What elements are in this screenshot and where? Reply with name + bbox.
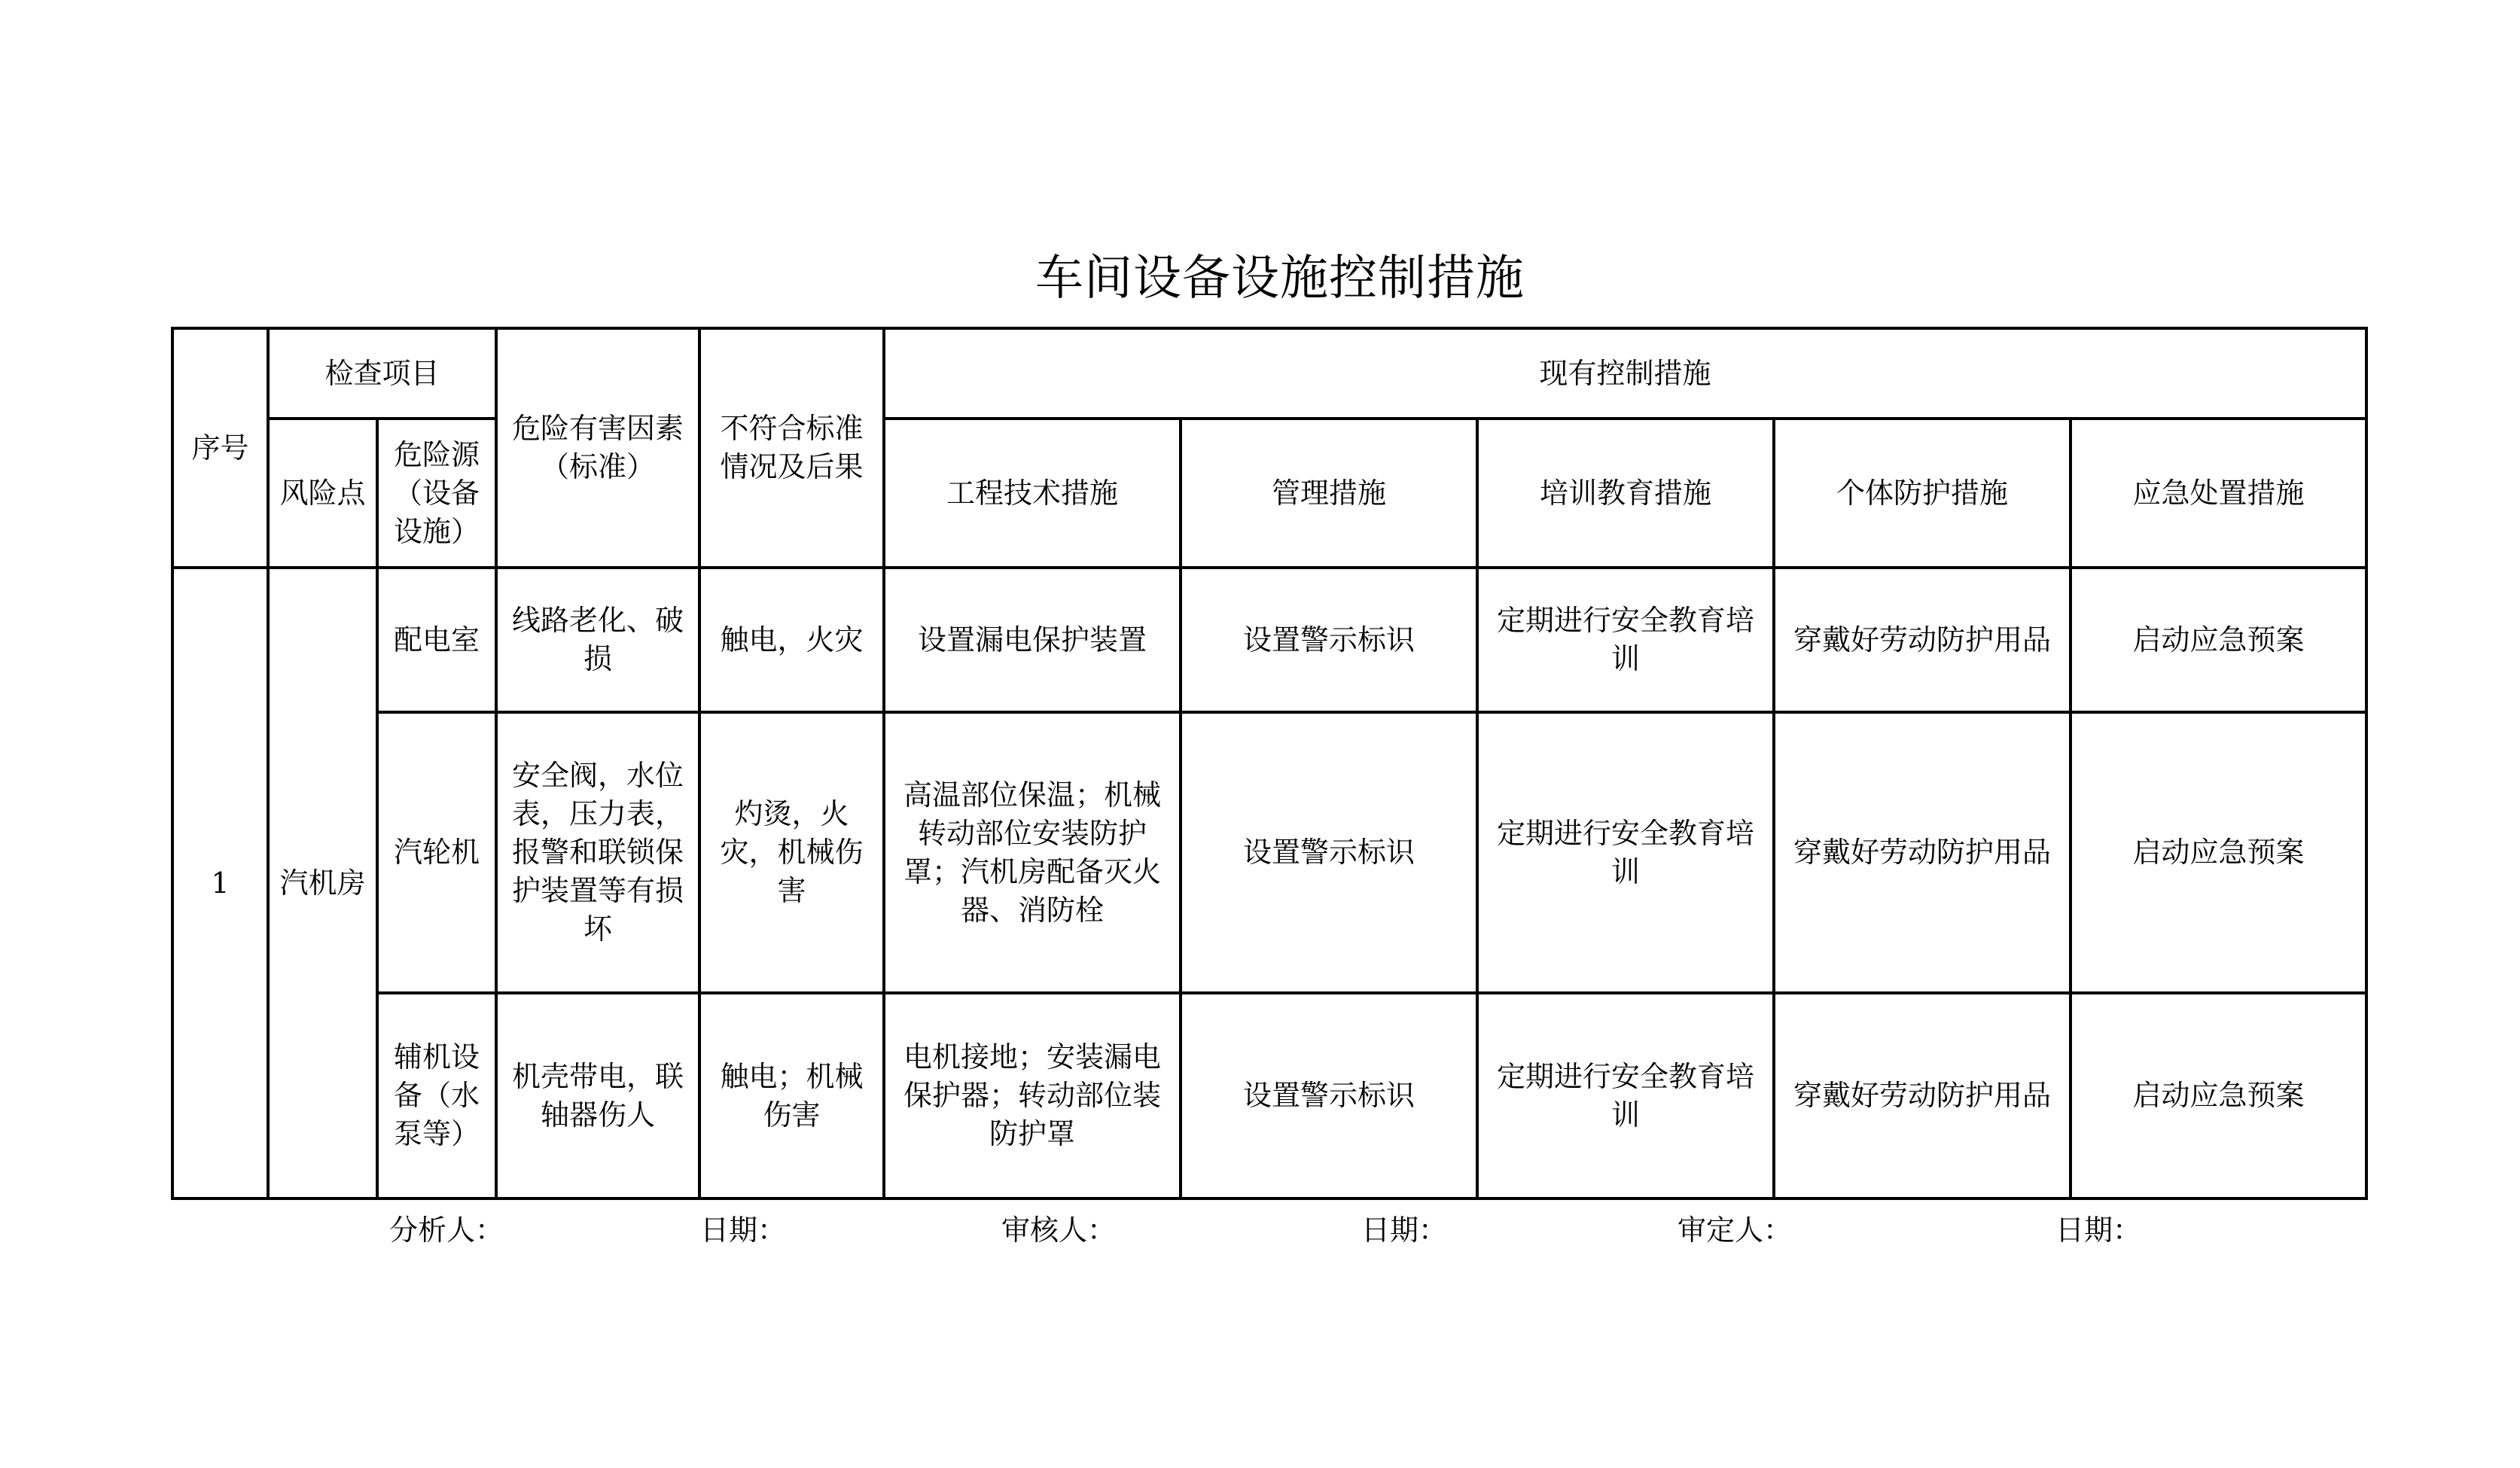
- row-hazard-source: 辅机设备（水泵等）: [377, 993, 496, 1198]
- header-row-1: [172, 328, 2366, 419]
- control-measures-table: [171, 327, 2368, 1200]
- header-engineering: 工程技术措施: [884, 419, 1181, 568]
- date-label: 日期：: [1361, 1214, 1448, 1247]
- date-label: 日期：: [2055, 1214, 2142, 1247]
- header-existing-measures: 现有控制措施: [884, 328, 2366, 419]
- row-hazard-factor: 机壳带电，联轴器伤人: [496, 993, 699, 1198]
- row-ppe: 穿戴好劳动防护用品: [1774, 993, 2071, 1198]
- approver-label: 审定人：: [1677, 1214, 1793, 1247]
- row-ppe: 穿戴好劳动防护用品: [1774, 712, 2071, 993]
- row-ppe: 穿戴好劳动防护用品: [1774, 568, 2071, 712]
- table-row: [172, 993, 2366, 1198]
- row-risk-point: 汽机房: [268, 568, 377, 1198]
- table-row: [172, 568, 2366, 712]
- header-check-items: 检查项目: [268, 328, 496, 419]
- row-engineering: 设置漏电保护装置: [884, 568, 1181, 712]
- row-nonconformity: 灼烫，火灾，机械伤害: [699, 712, 884, 993]
- header-hazard-factor: 危险有害因素（标准）: [496, 328, 699, 568]
- header-seq: 序号: [172, 328, 268, 568]
- header-training: 培训教育措施: [1477, 419, 1774, 568]
- row-training: 定期进行安全教育培训: [1477, 712, 1774, 993]
- page-title: 车间设备设施控制措施: [1035, 251, 1525, 306]
- header-risk-point: 风险点: [268, 419, 377, 568]
- row-hazard-source: 配电室: [377, 568, 496, 712]
- row-management: 设置警示标识: [1181, 568, 1477, 712]
- signature-footer: [0, 1208, 2520, 1253]
- reviewer-label: 审核人：: [1001, 1214, 1117, 1247]
- row-hazard-factor: 安全阀，水位表，压力表，报警和联锁保护装置等有损坏: [496, 712, 699, 993]
- header-ppe: 个体防护措施: [1774, 419, 2071, 568]
- header-hazard-source: 危险源（设备设施）: [377, 419, 496, 568]
- header-emergency: 应急处置措施: [2071, 419, 2366, 568]
- row-nonconformity: 触电；机械伤害: [699, 993, 884, 1198]
- table-row: [172, 712, 2366, 993]
- row-emergency: 启动应急预案: [2071, 712, 2366, 993]
- row-engineering: 高温部位保温；机械转动部位安装防护罩；汽机房配备灭火器、消防栓: [884, 712, 1181, 993]
- row-emergency: 启动应急预案: [2071, 568, 2366, 712]
- analyst-label: 分析人：: [389, 1214, 504, 1247]
- row-training: 定期进行安全教育培训: [1477, 993, 1774, 1198]
- row-engineering: 电机接地；安装漏电保护器；转动部位装防护罩: [884, 993, 1181, 1198]
- row-training: 定期进行安全教育培训: [1477, 568, 1774, 712]
- row-hazard-factor: 线路老化、破损: [496, 568, 699, 712]
- date-label: 日期：: [700, 1214, 787, 1247]
- row-nonconformity: 触电，火灾: [699, 568, 884, 712]
- row-management: 设置警示标识: [1181, 993, 1477, 1198]
- header-nonconformity: 不符合标准情况及后果: [699, 328, 884, 568]
- row-emergency: 启动应急预案: [2071, 993, 2366, 1198]
- header-management: 管理措施: [1181, 419, 1477, 568]
- row-seq: 1: [172, 568, 268, 1198]
- row-management: 设置警示标识: [1181, 712, 1477, 993]
- row-hazard-source: 汽轮机: [377, 712, 496, 993]
